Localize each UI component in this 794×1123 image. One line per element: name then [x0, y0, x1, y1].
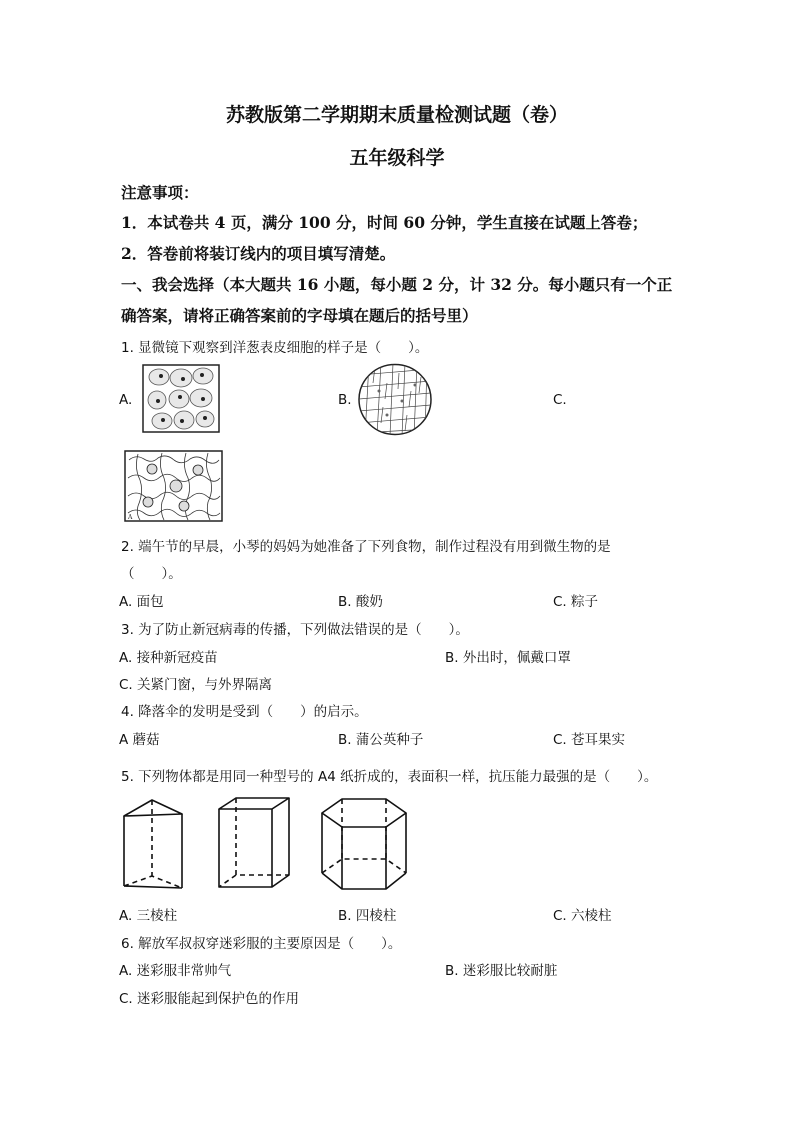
question-6-option-c: C. 迷彩服能起到保护色的作用: [119, 991, 300, 1007]
question-2-text-line1: 2. 端午节的早晨，小琴的妈妈为她准备了下列食物，制作过程没有用到微生物的是: [121, 539, 611, 555]
question-1-option-c-label: C.: [553, 392, 567, 408]
hexagonal-prism-figure: [318, 795, 410, 895]
question-6-option-a: A. 迷彩服非常帅气: [119, 963, 232, 979]
question-5-option-a: A. 三棱柱: [119, 908, 178, 924]
notes-item-2: 2．答卷前将装订线内的项目填写清楚。: [121, 244, 396, 263]
question-5-option-b: B. 四棱柱: [338, 908, 397, 924]
square-prism-figure: [214, 795, 294, 893]
svg-text:A: A: [128, 514, 133, 521]
question-6-option-b: B. 迷彩服比较耐脏: [445, 963, 558, 979]
page-title: 苏教版第二学期期末质量检测试题（卷）: [225, 104, 568, 126]
question-4-option-a: A 蘑菇: [119, 732, 160, 748]
question-2-option-b: B. 酸奶: [338, 594, 383, 610]
notes-item-1: 1．本试卷共 4 页，满分 100 分，时间 60 分钟，学生直接在试题上答卷；: [121, 213, 648, 232]
section-heading-line1: 一、我会选择（本大题共 16 小题，每小题 2 分，计 32 分。每小题只有一个正: [121, 275, 673, 294]
question-5-option-c: C. 六棱柱: [553, 908, 612, 924]
page-subtitle: 五年级科学: [349, 147, 445, 169]
question-6-text: 6. 解放军叔叔穿迷彩服的主要原因是（ ）。: [121, 936, 402, 952]
onion-cell-image-c: [124, 450, 223, 522]
question-4-option-b: B. 蒲公英种子: [338, 732, 424, 748]
question-2-option-c: C. 粽子: [553, 594, 599, 610]
section-heading-line2: 确答案，请将正确答案前的字母填在题后的括号里）: [121, 306, 478, 325]
question-2-text-line2: （ ）。: [121, 566, 182, 582]
question-3-option-b: B. 外出时，佩戴口罩: [445, 650, 571, 666]
question-4-option-c: C. 苍耳果实: [553, 732, 626, 748]
question-3-option-c: C. 关紧门窗，与外界隔离: [119, 677, 273, 693]
question-1-text: 1. 显微镜下观察到洋葱表皮细胞的样子是（ ）。: [121, 340, 429, 356]
notes-heading: 注意事项：: [121, 183, 199, 202]
question-3-text: 3. 为了防止新冠病毒的传播，下列做法错误的是（ ）。: [121, 622, 469, 638]
question-1-option-b-label: B.: [338, 392, 352, 408]
question-4-text: 4. 降落伞的发明是受到（ ）的启示。: [121, 704, 368, 720]
question-1-option-a-label: A.: [119, 392, 133, 408]
question-3-option-a: A. 接种新冠疫苗: [119, 650, 218, 666]
triangular-prism-figure: [118, 796, 188, 894]
onion-cell-image-b: [357, 363, 433, 436]
question-2-option-a: A. 面包: [119, 594, 164, 610]
question-5-text: 5. 下列物体都是用同一种型号的 A4 纸折成的，表面积一样，抗压能力最强的是（ ）。: [121, 769, 658, 785]
onion-cell-image-a: [142, 364, 220, 433]
